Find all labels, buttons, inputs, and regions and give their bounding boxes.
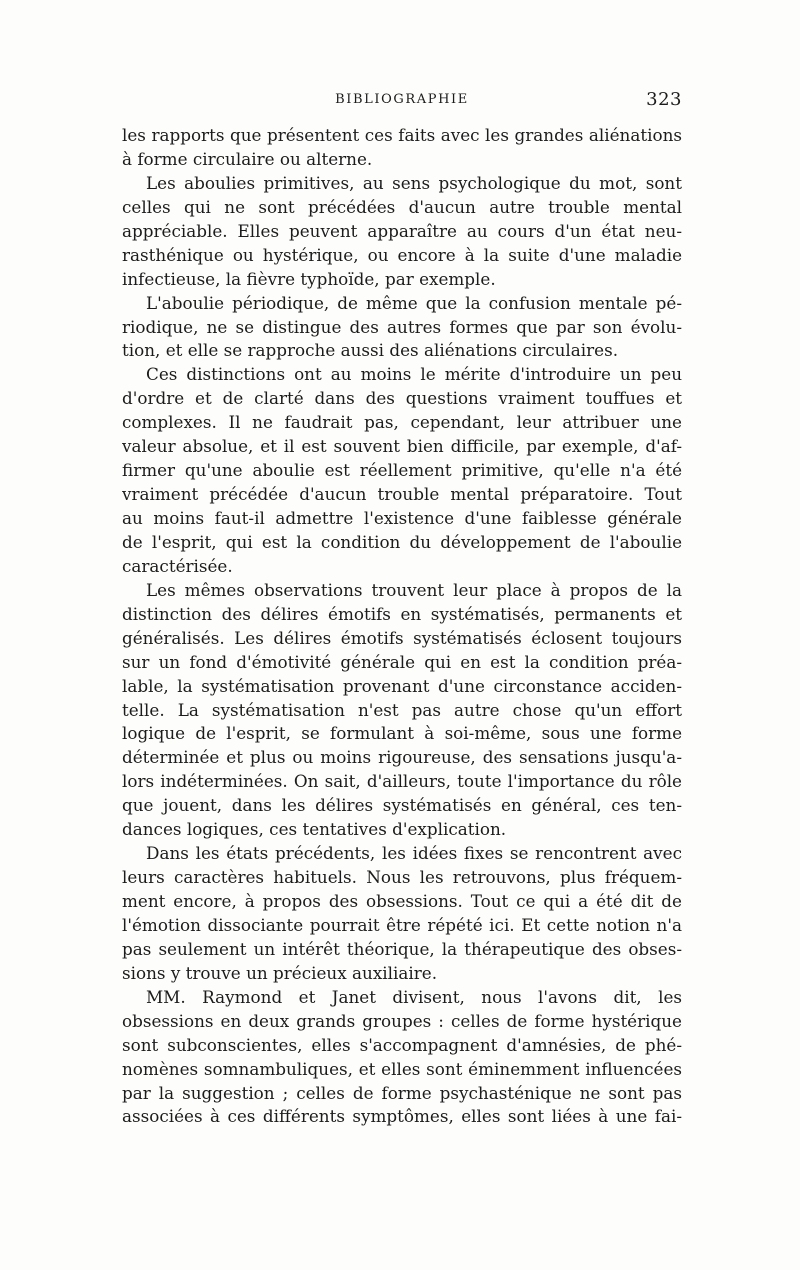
text-line: au moins faut-il admettre l'existence d'une faiblesse générale [122, 508, 682, 528]
text-line: infectieuse, la fièvre typhoïde, par exemple. [122, 268, 496, 289]
paragraph [122, 579, 682, 842]
text-line: firmer qu'une aboulie est réellement primitive, qu'elle n'a été [122, 460, 682, 481]
text-line: associées à ces différents symptômes, elles sont liées à une fai- [122, 1106, 682, 1127]
text-line: complexes. Il ne faudrait pas, cependant, leur attribuer une [122, 412, 682, 433]
text-line: rasthénique ou hystérique, ou encore à la suite d'une maladie [122, 244, 682, 265]
text-line: L'aboulie périodique, de même que la confusion mentale pé- [146, 292, 682, 313]
paragraph [122, 842, 682, 986]
paragraph [122, 363, 682, 578]
text-line: nomènes somnambuliques, et elles sont éminemment influencées [122, 1058, 682, 1079]
text-line: telle. La systématisation n'est pas autre chose qu'un effort [122, 699, 682, 720]
text-line: Les aboulies primitives, au sens psychologique du mot, sont [146, 172, 682, 193]
text-line: Les mêmes observations trouvent leur place à propos de la [146, 579, 682, 600]
text-line: caractérisée. [122, 555, 233, 576]
text-line: par la suggestion ; celles de forme psychasténique ne sont pas [122, 1082, 682, 1103]
paragraph [122, 292, 682, 364]
text-line: logique de l'esprit, se formulant à soi-même, sous une forme [122, 723, 682, 744]
text-line: les rapports que présentent ces faits avec les grandes aliénations [122, 125, 682, 145]
text-line: MM. Raymond et Janet divisent, nous l'avons dit, les [146, 986, 682, 1007]
text-line: appréciable. Elles peuvent apparaître au cours d'un état neu- [122, 220, 682, 241]
text-line: sions y trouve un précieux auxiliaire. [122, 962, 438, 983]
text-line: de l'esprit, qui est la condition du développement de l'aboulie [122, 531, 682, 552]
text-line: d'ordre et de clarté dans des questions vraiment touffues et [122, 388, 682, 409]
paragraph [122, 986, 682, 1130]
text-line: celles qui ne sont précédées d'aucun autre trouble mental [122, 196, 682, 217]
running-title: BIBLIOGRAPHIE [335, 92, 469, 107]
text-line: sont subconscientes, elles s'accompagnent d'amnésies, de phé- [122, 1034, 682, 1055]
text-line: Dans les états précédents, les idées fixes se rencontrent avec [146, 843, 682, 864]
text-line: distinction des délires émotifs en systématisés, permanents et [122, 603, 682, 624]
text-line: lors indéterminées. On sait, d'ailleurs, toute l'importance du rôle [122, 771, 682, 792]
text-line: obsessions en deux grands groupes : celles de forme hystérique [122, 1010, 682, 1031]
text-line: dances logiques, ces tentatives d'explication. [122, 819, 507, 840]
body-text [122, 124, 682, 1129]
page-number: 323 [646, 89, 682, 110]
text-line: ment encore, à propos des obsessions. Tout ce qui a été dit de [122, 891, 682, 911]
text-line: lable, la systématisation provenant d'une circonstance acciden- [122, 675, 682, 696]
text-line: vraiment précédée d'aucun trouble mental préparatoire. Tout [122, 484, 682, 505]
running-head [122, 89, 682, 113]
paragraph [122, 124, 682, 172]
text-line: à forme circulaire ou alterne. [122, 148, 373, 169]
paragraph [122, 172, 682, 292]
text-line: déterminée et plus ou moins rigoureuse, des sensations jusqu'a- [122, 747, 682, 768]
text-line: leurs caractères habituels. Nous les retrouvons, plus fréquem- [122, 867, 682, 888]
text-line: Ces distinctions ont au moins le mérite d'introduire un peu [146, 364, 682, 385]
text-line: riodique, ne se distingue des autres formes que par son évolu- [122, 316, 682, 337]
text-line: tion, et elle se rapproche aussi des aliénations circulaires. [122, 340, 619, 361]
text-line: valeur absolue, et il est souvent bien difficile, par exemple, d'af- [122, 436, 682, 457]
text-line: que jouent, dans les délires systématisés en général, ces ten- [122, 795, 682, 816]
text-line: pas seulement un intérêt théorique, la thérapeutique des obses- [122, 938, 682, 959]
text-line: l'émotion dissociante pourrait être répété ici. Et cette notion n'a [122, 914, 682, 935]
text-line: généralisés. Les délires émotifs systématisés éclosent toujours [122, 627, 682, 648]
text-line: sur un fond d'émotivité générale qui en est la condition préa- [122, 651, 682, 672]
